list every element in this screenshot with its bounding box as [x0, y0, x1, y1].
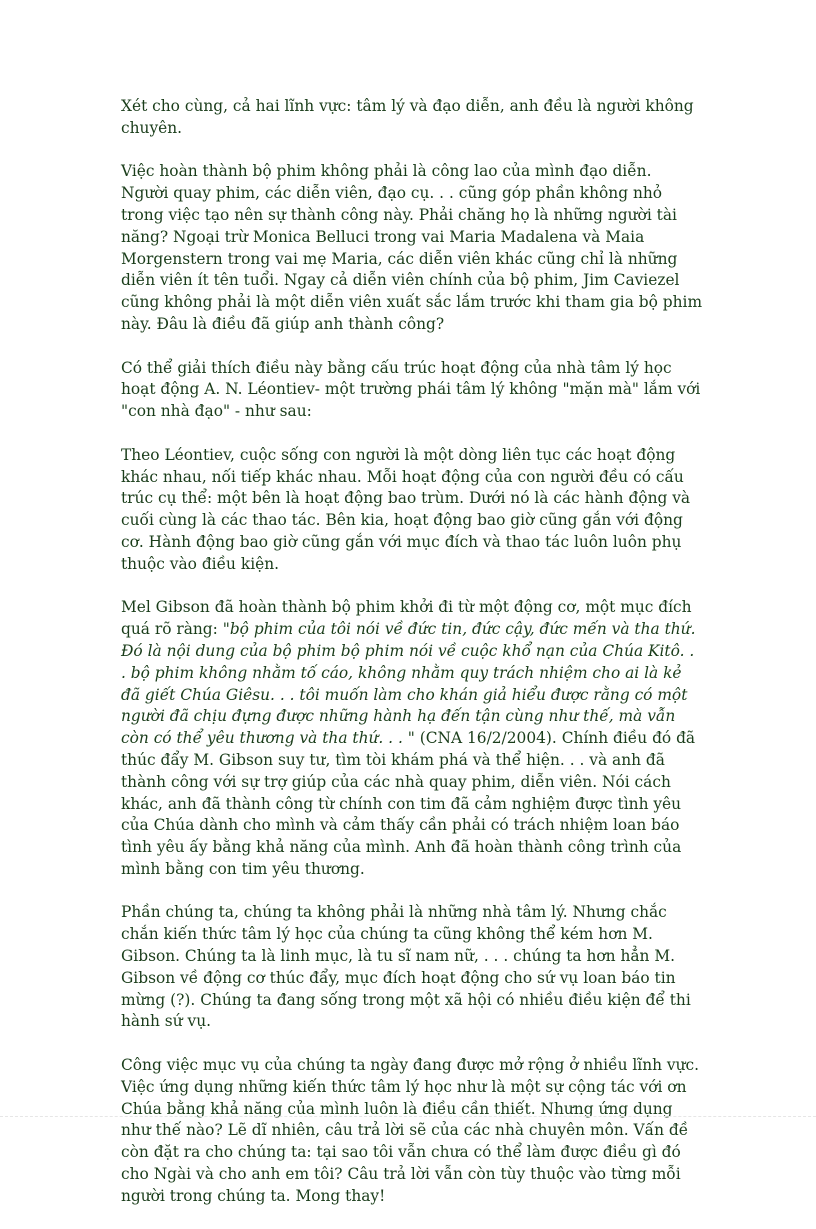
paragraph-leontiev-intro: Có thể giải thích điều này bằng cấu trúc hoạt động của nhà tâm lý học hoạt động A. N. Léontiev- một trường phái tâm lý không "mặn mà" lắm với "con nhà đạo" - như sau: — [121, 358, 701, 421]
paragraph-leontiev-theory: Theo Léontiev, cuộc sống con người là một dòng liên tục các hoạt động khác nhau, nối tiếp khác nhau. Mỗi hoạt động của con người đều có cấu trúc cụ thể: một bên là hoạt động bao trùm. Dưới nó là các hành động và cuối cùng là các thao tác. Bên kia, hoạt động bao giờ cũng gắn với động cơ. Hành động bao giờ cũng gắn với mục đích và thao tác luôn luôn phụ thuộc vào điều kiện. — [121, 445, 691, 573]
page-bottom-divider — [0, 1116, 816, 1117]
document-body — [121, 96, 703, 1229]
paragraph-pastoral-work: Công việc mục vụ của chúng ta ngày đang được mở rộng ở nhiều lĩnh vực. Việc ứng dụng những kiến thức tâm lý học như là một sự cộng tác với ơn Chúa bằng khả năng của mình luôn là điều cần thiết. Nhưng ứng dụng như thế nào? Lẽ dĩ nhiên, câu trả lời sẽ của các nhà chuyên môn. Vấn đề còn đặt ra cho chúng ta: tại sao tôi vẫn chưa có thể làm được điều gì đó cho Ngài và cho anh em tôi? Câu trả lời vẫn còn tùy thuộc vào từng mỗi người trong chúng ta. Mong thay! — [121, 1056, 700, 1205]
paragraph-mel-gibson — [121, 597, 703, 880]
gibson-intro-text: Mel Gibson đã hoàn thành bộ phim khởi đi từ một động cơ, một mục đích quá rõ ràng: — [121, 598, 692, 639]
gibson-quote: "bộ phim của tôi nói về đức tin, đức cậy, đức mến và tha thứ. Đó là nội dung của bộ phim bộ phim nói về cuộc khổ nạn của Chúa Kitô. . . bộ phim không nhằm tố cáo, không nhằm quy trách nhiệm cho ai là kẻ đã giết Chúa Giêsu. . . tôi muốn làm cho khán giả hiểu được rằng có một người đã chịu đựng được những hành hạ đến tận cùng như thế, mà vẫn còn có thể yêu thương và tha thứ. . . " — [121, 620, 696, 748]
paragraph-conclusion-nonspecialist: Xét cho cùng, cả hai lĩnh vực: tâm lý và đạo diễn, anh đều là người không chuyên. — [121, 97, 694, 137]
paragraph-film-success: Việc hoàn thành bộ phim không phải là công lao của mình đạo diễn. Người quay phim, các diễn viên, đạo cụ. . . cũng góp phần không nhỏ trong việc tạo nên sự thành công này. Phải chăng họ là những người tài năng? Ngoại trừ Monica Belluci trong vai Maria Madalena và Maia Morgenstern trong vai mẹ Maria, các diễn viên khác cũng chỉ là những diễn viên ít tên tuổi. Ngay cả diễn viên chính của bộ phim, Jim Caviezel cũng không phải là một diễn viên xuất sắc lắm trước khi tham gia bộ phim này. Đâu là điều đã giúp anh thành công? — [121, 162, 703, 333]
gibson-rest-text: (CNA 16/2/2004). Chính điều đó đã thúc đẩy M. Gibson suy tư, tìm tòi khám phá và thể hiện. . . và anh đã thành công với sự trợ giúp của các nhà quay phim, diễn viên. Nói cách khác, anh đã thành công từ chính con tim đã cảm nghiệm được tình yêu của Chúa dành cho mình và cảm thấy cần phải có trách nhiệm loan báo tình yêu ấy bằng khả năng của mình. Anh đã hoàn thành công trình của mình bằng con tim yêu thương. — [121, 729, 696, 878]
paragraph-our-part: Phần chúng ta, chúng ta không phải là những nhà tâm lý. Nhưng chắc chắn kiến thức tâm lý học của chúng ta cũng không thể kém hơn M. Gibson. Chúng ta là linh mục, là tu sĩ nam nữ, . . . chúng ta hơn hẳn M. Gibson về động cơ thúc đẩy, mục đích hoạt động cho sứ vụ loan báo tin mừng (?). Chúng ta đang sống trong một xã hội có nhiều điều kiện để thi hành sứ vụ. — [121, 903, 691, 1031]
